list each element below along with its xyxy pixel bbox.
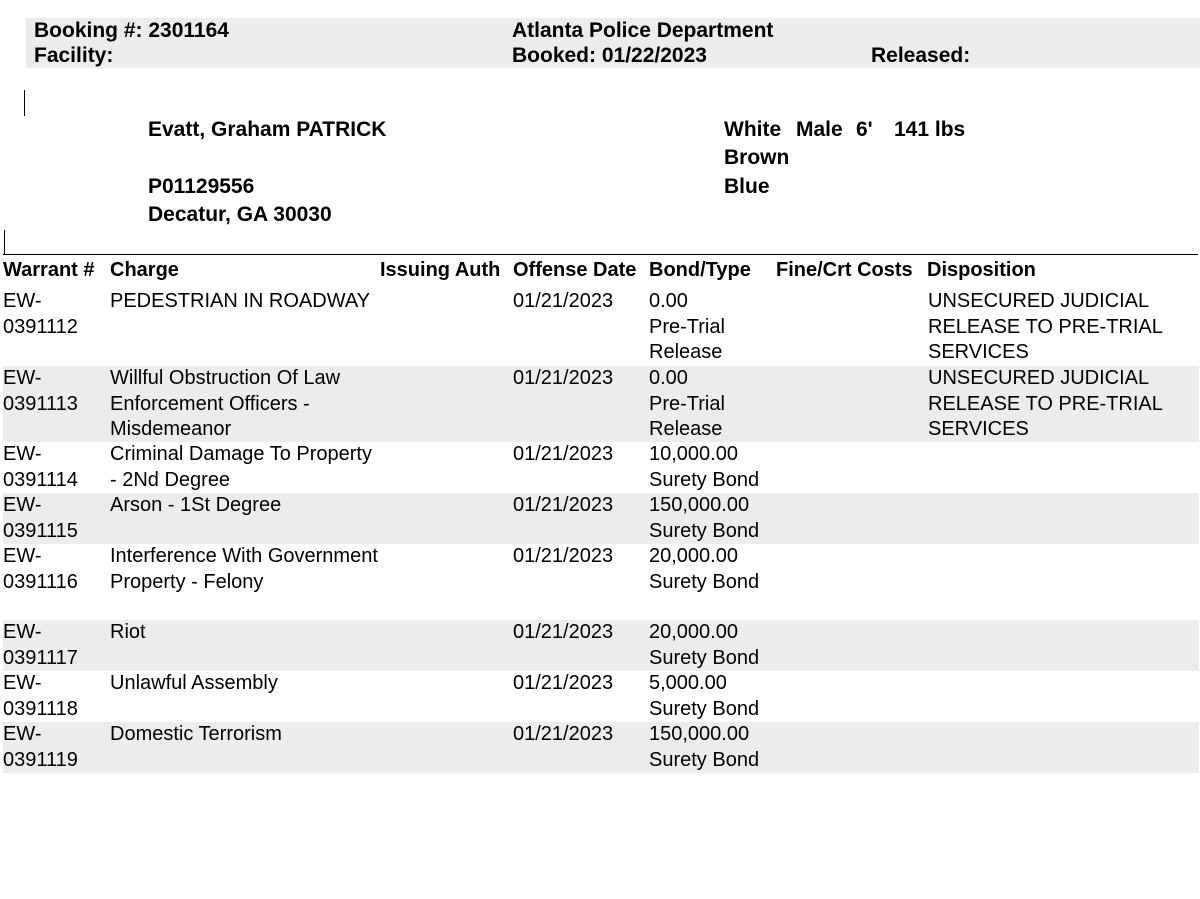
booked-date: Booked: 01/22/2023 — [512, 44, 707, 67]
table-row — [3, 544, 1199, 620]
bond-amount: 5,000.00 — [649, 672, 727, 694]
bond-amount: 0.00 — [649, 367, 688, 389]
text-cursor — [24, 90, 25, 116]
header-bond-type: Bond/Type — [649, 259, 751, 281]
bond — [649, 289, 784, 366]
bond-amount: 20,000.00 — [649, 545, 738, 567]
table-row — [3, 722, 1199, 773]
header-disposition: Disposition — [927, 259, 1036, 281]
table-top-rule — [3, 254, 1198, 255]
warrant-number: EW-0391118 — [3, 672, 78, 720]
bond-type: Surety Bond — [649, 697, 760, 720]
bond-type: Surety Bond — [649, 748, 760, 771]
bond — [649, 544, 784, 595]
offense-date: 01/21/2023 — [513, 723, 614, 745]
warrant-number: EW-0391117 — [3, 621, 78, 669]
booking-header — [26, 18, 1200, 68]
header-offense-date: Offense Date — [513, 259, 637, 281]
table-row — [3, 493, 1199, 544]
warrant-number: EW-0391119 — [3, 723, 78, 771]
person-eyes: Blue — [724, 175, 770, 198]
charge: Criminal Damage To Property - 2Nd Degree — [110, 443, 372, 491]
offense-date: 01/21/2023 — [513, 494, 614, 516]
header-fine-costs: Fine/Crt Costs — [776, 259, 913, 281]
text-cursor-2 — [4, 230, 5, 254]
warrant-number: EW-0391114 — [3, 443, 78, 491]
warrant-number: EW-0391112 — [3, 290, 78, 338]
person-weight: 141 lbs — [894, 118, 966, 141]
charge: Arson - 1St Degree — [110, 494, 282, 516]
person-height: 6' — [856, 118, 873, 141]
bond — [649, 620, 784, 671]
offense-date: 01/21/2023 — [513, 672, 614, 694]
facility-label: Facility: — [34, 44, 114, 67]
bond-amount: 20,000.00 — [649, 621, 738, 643]
bond — [649, 366, 784, 443]
offense-date: 01/21/2023 — [513, 290, 614, 312]
warrant-number: EW-0391116 — [3, 545, 78, 593]
bond-type: Pre-Trial Release — [649, 315, 725, 363]
warrant-number: EW-0391115 — [3, 494, 78, 542]
bond-type: Surety Bond — [649, 570, 760, 593]
disposition: UNSECURED JUDICIAL RELEASE TO PRE-TRIAL SERVICES — [928, 290, 1163, 363]
bond-type: Surety Bond — [649, 519, 760, 542]
bond-amount: 10,000.00 — [649, 443, 738, 465]
person-id: P01129556 — [148, 175, 255, 198]
bond-type: Surety Bond — [649, 468, 760, 491]
bond-type: Pre-Trial Release — [649, 392, 725, 440]
person-race: White — [724, 118, 782, 141]
offense-date: 01/21/2023 — [513, 443, 614, 465]
offense-date: 01/21/2023 — [513, 621, 614, 643]
offense-date: 01/21/2023 — [513, 367, 614, 389]
bond-amount: 150,000.00 — [649, 494, 750, 516]
table-row — [3, 289, 1199, 366]
charge: Unlawful Assembly — [110, 672, 278, 694]
table-row — [3, 366, 1199, 442]
bond — [649, 493, 784, 544]
table-row — [3, 620, 1199, 671]
charge: Domestic Terrorism — [110, 723, 282, 745]
table-row — [3, 442, 1199, 493]
disposition: UNSECURED JUDICIAL RELEASE TO PRE-TRIAL SERVICES — [928, 367, 1163, 440]
header-issuing-auth: Issuing Auth — [380, 259, 501, 281]
person-name: Evatt, Graham PATRICK — [148, 118, 387, 141]
charge: PEDESTRIAN IN ROADWAY — [110, 290, 371, 312]
released-label: Released: — [871, 44, 971, 67]
offense-date: 01/21/2023 — [513, 545, 614, 567]
header-charge: Charge — [110, 259, 179, 281]
agency-name: Atlanta Police Department — [512, 19, 774, 42]
booking-number: Booking #: 2301164 — [34, 19, 229, 42]
bond — [649, 442, 784, 493]
bond-type: Surety Bond — [649, 646, 760, 669]
bond-amount: 150,000.00 — [649, 723, 750, 745]
bond-amount: 0.00 — [649, 290, 688, 312]
bond — [649, 671, 784, 722]
person-city: Decatur, GA 30030 — [148, 203, 332, 226]
person-sex: Male — [796, 118, 843, 141]
person-hair: Brown — [724, 146, 790, 169]
charge: Interference With Government Property - Felony — [110, 545, 378, 593]
header-warrant: Warrant # — [3, 259, 95, 281]
charge: Willful Obstruction Of Law Enforcement Officers - Misdemeanor — [110, 367, 341, 440]
bond — [649, 722, 784, 773]
table-row — [3, 671, 1199, 722]
charge: Riot — [110, 621, 146, 643]
warrant-number: EW-0391113 — [3, 367, 78, 415]
